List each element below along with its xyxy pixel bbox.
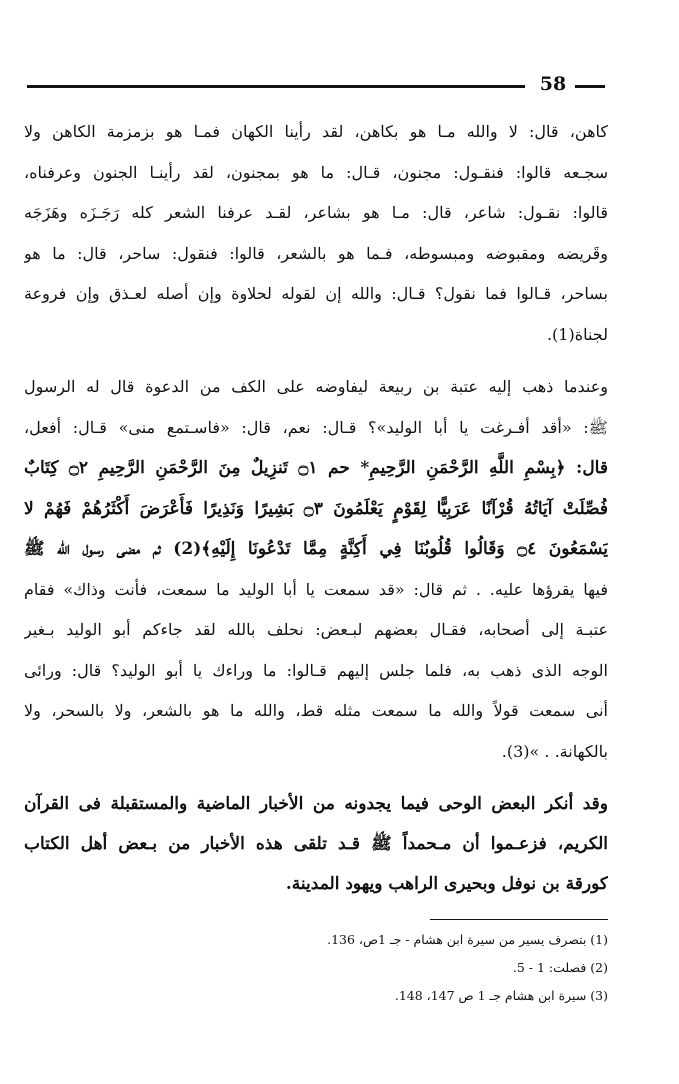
- page-number: 58: [539, 73, 567, 95]
- text-line: قالوا: نقـول: شاعر، قال: مـا هو بشاعر، لقـد عرفنا الشعر كله رَجَـزَه وهَزَجَه: [24, 203, 608, 222]
- footnote-3: (3) سيرة ابن هشام جـ 1 ص 147، 148.: [394, 988, 608, 1003]
- bold-text-line: وقد أنكر البعض الوحى فيما يجدونه من الأخبار الماضية والمستقبلة فى القرآن: [24, 794, 608, 814]
- paragraph-3: [24, 784, 608, 904]
- quran-verse-line: قال: ﴿بِسْمِ اللَّهِ الرَّحْمَنِ الرَّحِيمِ* حم ۝١ تَنزِيلٌ مِنَ الرَّحْمَنِ الرَّحِيمِ ۝٢ كِتَابٌ: [24, 458, 608, 478]
- quran-verse-line: فُصِّلَتْ آيَاتُهُ قُرْآنًا عَرَبِيًّا لِقَوْمٍ يَعْلَمُونَ ۝٣ بَشِيرًا وَنَذِيرًا فَأَعْرَضَ أَكْثَرُهُمْ فَهُمْ لا: [24, 498, 608, 519]
- paragraph-gap: [24, 355, 608, 367]
- bold-text-line: الكريم، فزعـموا أن مـحمداً ﷺ قـد تلقى هذه الأخبار من بـعض أهل الكتاب: [24, 834, 608, 854]
- text-line: كاهن، قال: لا والله مـا هو بكاهن، لقد رأينا الكهان فمـا هو بزمزمة الكاهن ولا: [24, 122, 608, 141]
- text-line: لجناة(1).: [546, 324, 608, 344]
- footnote-rule: [430, 919, 608, 920]
- text-line: ﷺ: «أقد أفـرغت يا أبا الوليد»؟ قـال: نعم، قال: «فاسـتمع منى» قـال: أفعل،: [24, 417, 608, 437]
- text-line: وقَريضه ومقبوضه ومبسوطه، فـما هو بالشعر، قالوا: فنقول: ساحر، قال: ما هو: [24, 243, 608, 263]
- footnote-2: (2) فصلت: 1 - 5.: [512, 960, 608, 975]
- body-text: [24, 112, 608, 904]
- text-line: وعندما ذهب إليه عتبة بن ربيعة ليفاوضه على الكف من الدعوة قال له الرسول: [24, 377, 608, 396]
- text-line: سجـعه قالوا: فنقـول: مجنون، قـال: ما هو بمجنون، لقد رأينـا الجنون وعرفناه،: [24, 162, 608, 182]
- header-rule: [27, 85, 525, 88]
- paragraph-1: [24, 112, 608, 355]
- footnotes: [24, 926, 608, 1010]
- paragraph-2: [24, 367, 608, 772]
- text-line: عتبـة إلى أصحابه، فقـال بعضهم لبـعض: نحلف بالله لقد جاءكم أبو الوليد بـغير: [24, 620, 608, 639]
- paragraph-gap: [24, 772, 608, 784]
- header-rule-short: [575, 85, 605, 88]
- text-line: فيها يقرؤها عليه. . ثم قال: «قد سمعت يا أبا الوليد ما سمعت، فأنت وذاك» فقام: [24, 579, 608, 599]
- text-line: بساحر، قـالوا فما نقول؟ قـال: والله إن لقوله لحلاوة وإن أصله لعـذق وإن فروعة: [24, 284, 608, 303]
- text-line: أنى سمعت قولاً والله ما سمعت مثله قط، والله ما هو بالشعر، ولا بالسحر، ولا: [24, 701, 608, 720]
- quran-verse-line: يَسْمَعُونَ ۝٤ وَقَالُوا قُلُوبُنَا فِي أَكِنَّةٍ مِمَّا تَدْعُونَا إِلَيْهِ﴾(2) ثم مضى رسول الله ﷺ: [24, 539, 608, 559]
- text-line: الوجه الذى ذهب به، فلما جلس إليهم قـالوا: ما وراءك يا أبو الوليد؟ قال: ورائى: [24, 660, 608, 680]
- text-line: بالكهانة. . »(3).: [501, 741, 608, 761]
- footnote-1: (1) بتصرف يسير من سيرة ابن هشام - جـ 1ص، 136.: [327, 932, 608, 947]
- bold-text-line: كورقة بن نوفل وبحيرى الراهب ويهود المدينة.: [285, 874, 608, 894]
